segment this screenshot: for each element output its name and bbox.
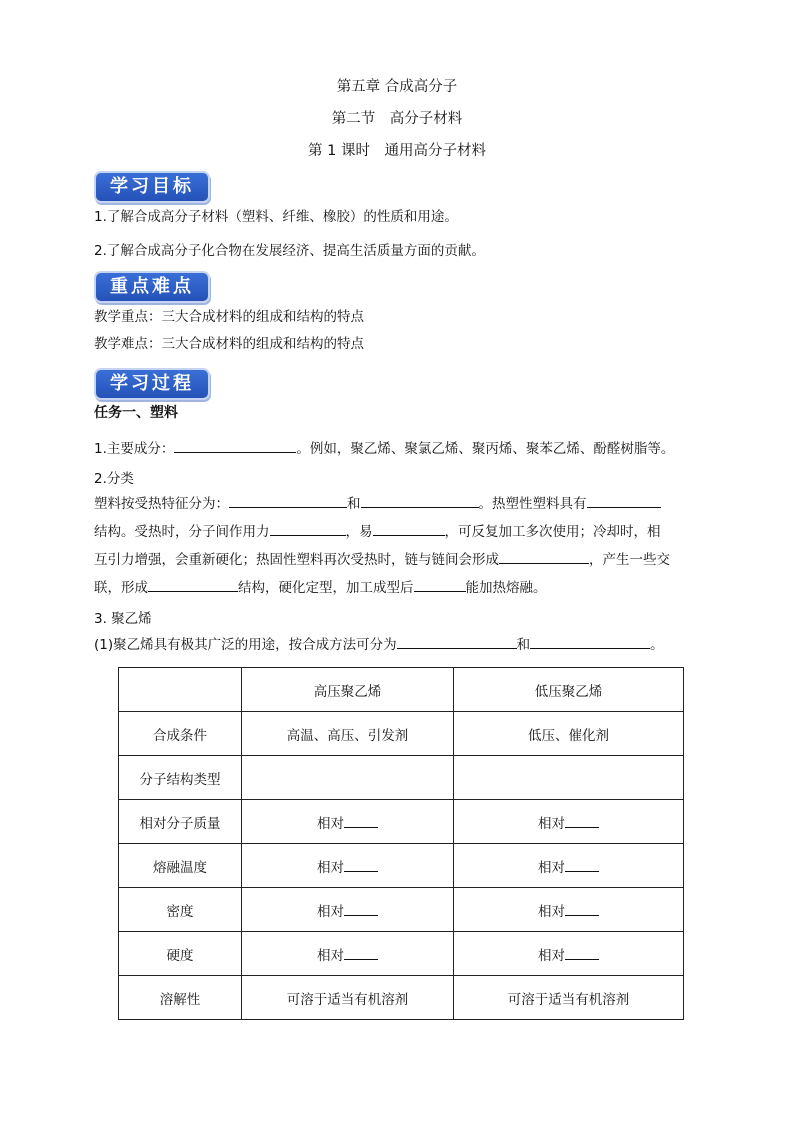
table-cell: 硬度 <box>119 932 242 976</box>
objective-1: 1.了解合成高分子材料（塑料、纤维、橡胶）的性质和用途。 <box>94 209 458 225</box>
question-3-sub-1: (1)聚乙烯具有极其广泛的用途，按合成方法可分为 和 。 <box>94 634 714 655</box>
table-cell: 相对 <box>242 844 454 888</box>
table-cell: 相对 <box>454 888 684 932</box>
table-header-cell: 低压聚乙烯 <box>454 668 684 712</box>
answer-blank[interactable] <box>397 634 517 649</box>
table-cell: 相对分子质量 <box>119 800 242 844</box>
answer-blank[interactable] <box>344 946 378 960</box>
table-cell: 密度 <box>119 888 242 932</box>
objectives-badge: 学习目标 <box>94 171 210 203</box>
table-cell: 相对 <box>242 800 454 844</box>
question-2-title: 2.分类 <box>94 471 134 487</box>
answer-blank[interactable] <box>344 858 378 872</box>
keypoints-badge: 重点难点 <box>94 271 210 303</box>
q2-line-4: 联，形成 结构，硬化定型，加工成型后 能加热熔融。 <box>94 574 714 602</box>
question-2-body <box>94 490 714 602</box>
table-cell: 相对 <box>454 932 684 976</box>
task1-title: 任务一、塑料 <box>94 405 178 421</box>
teaching-focus: 教学重点：三大合成材料的组成和结构的特点 <box>94 309 364 325</box>
table-cell: 分子结构类型 <box>119 756 242 800</box>
answer-blank[interactable] <box>530 634 650 649</box>
table-cell: 熔融温度 <box>119 844 242 888</box>
question-1: 1.主要成分： 。例如，聚乙烯、聚氯乙烯、聚丙烯、聚苯乙烯、酚醛树脂等。 <box>94 438 714 459</box>
answer-blank[interactable] <box>565 902 599 916</box>
answer-blank[interactable] <box>565 814 599 828</box>
answer-blank[interactable] <box>344 814 378 828</box>
q2-line-1: 塑料按受热特征分为： 和 。热塑性塑料具有 <box>94 490 714 518</box>
table-row <box>119 800 684 844</box>
table-cell: 相对 <box>454 800 684 844</box>
answer-blank[interactable] <box>499 549 589 564</box>
answer-blank[interactable] <box>344 902 378 916</box>
table-header-cell: 高压聚乙烯 <box>242 668 454 712</box>
lesson-title: 第 1 课时 通用高分子材料 <box>308 143 486 159</box>
q2-line-2: 结构。受热时，分子间作用力 ，易 ，可反复加工多次使用；冷却时，相 <box>94 518 714 546</box>
table-cell: 合成条件 <box>119 712 242 756</box>
table-cell-empty[interactable] <box>454 756 684 800</box>
answer-blank[interactable] <box>229 493 347 508</box>
table-row <box>119 932 684 976</box>
table-cell: 可溶于适当有机溶剂 <box>454 976 684 1020</box>
table-cell: 高温、高压、引发剂 <box>242 712 454 756</box>
teaching-difficulty: 教学难点：三大合成材料的组成和结构的特点 <box>94 336 364 352</box>
table-cell: 溶解性 <box>119 976 242 1020</box>
table-cell: 相对 <box>242 888 454 932</box>
table-cell: 低压、催化剂 <box>454 712 684 756</box>
process-badge: 学习过程 <box>94 368 210 400</box>
answer-blank[interactable] <box>565 858 599 872</box>
answer-blank[interactable] <box>565 946 599 960</box>
table-row <box>119 844 684 888</box>
question-3-title: 3. 聚乙烯 <box>94 611 152 627</box>
table-row <box>119 976 684 1020</box>
table-row <box>119 756 684 800</box>
table-header-cell <box>119 668 242 712</box>
answer-blank[interactable] <box>587 493 661 508</box>
document-titles <box>0 76 794 172</box>
objective-2: 2.了解合成高分子化合物在发展经济、提高生活质量方面的贡献。 <box>94 243 485 259</box>
table-cell: 可溶于适当有机溶剂 <box>242 976 454 1020</box>
table-row <box>119 888 684 932</box>
table-header-row <box>119 668 684 712</box>
chapter-title: 第五章 合成高分子 <box>336 79 458 95</box>
q2-line-3: 互引力增强，会重新硬化；热固性塑料再次受热时，链与链间会形成 ，产生一些交 <box>94 546 714 574</box>
answer-blank[interactable] <box>148 577 238 592</box>
answer-blank[interactable] <box>361 493 479 508</box>
answer-blank[interactable] <box>414 577 466 592</box>
table-cell-empty[interactable] <box>242 756 454 800</box>
section-title: 第二节 高分子材料 <box>331 111 463 127</box>
table-cell: 相对 <box>242 932 454 976</box>
table-cell: 相对 <box>454 844 684 888</box>
answer-blank[interactable] <box>174 438 296 453</box>
answer-blank[interactable] <box>270 521 346 536</box>
polyethylene-comparison-table <box>118 667 684 1020</box>
table-row <box>119 712 684 756</box>
answer-blank[interactable] <box>373 521 445 536</box>
